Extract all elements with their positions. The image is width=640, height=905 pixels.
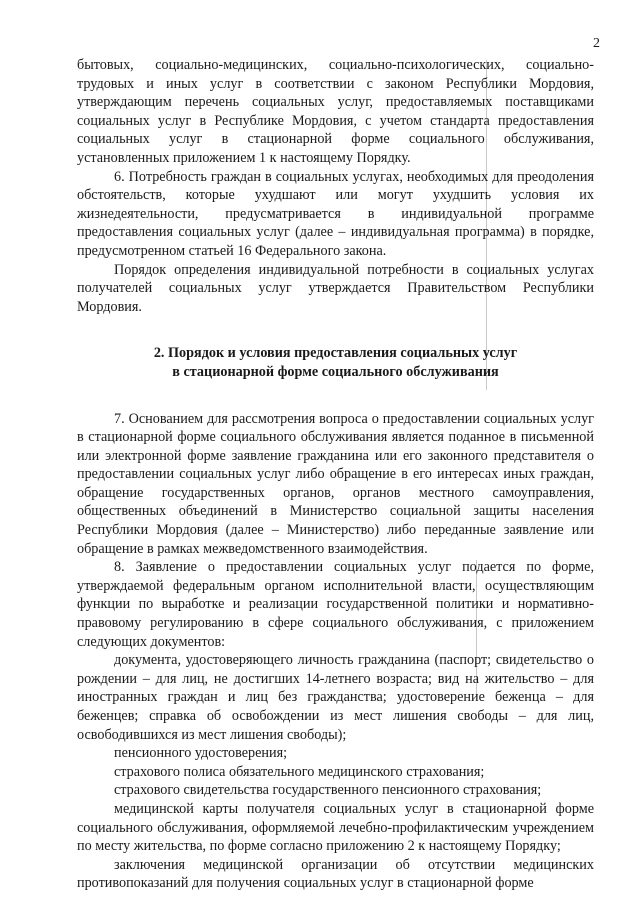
paragraph: 7. Основанием для рассмотрения вопроса о предоставлении социальных услуг в стационарной форме социального обслуживания является поданное в письменной или электронной форме заявление гражданина или его законного представителя о предоставлении социальных услуг либо обращение в его интересах иных граждан, обращение государственных органов, органов местного самоуправления, общественных объединений в Министерство социальной защиты населения Республики Мордовия (далее – Министерство) либо переданные заявление или обращение в рамках межведомственного взаимодействия. bbox=[77, 410, 594, 557]
list-item: медицинской карты получателя социальных услуг в стационарной форме социального обслуживания, оформляемой лечебно-профилактическим учреждением по месту жительства, по форме согласно приложению 2 к настоящему Порядку; bbox=[77, 800, 594, 855]
list-item: страхового полиса обязательного медицинского страхования; bbox=[114, 763, 485, 780]
list-item: пенсионного удостоверения; bbox=[114, 745, 288, 762]
section-heading-line-1: 2. Порядок и условия предоставления социальных услуг bbox=[153, 345, 518, 362]
list-item: документа, удостоверяющего личность гражданина (паспорт; свидетельство о рождении – для лиц, не достигших 14-летнего возраста; вид на жительство – для иностранных граждан и лиц без гражданства; удостоверение беженца – для беженцев; справка об освобождении из мест лишения свободы – для лиц, освободившихся из мест лишения свободы); bbox=[77, 652, 594, 743]
document-body bbox=[77, 56, 594, 893]
page-number: 2 bbox=[593, 36, 600, 51]
list-item: заключения медицинской организации об отсутствии медицинских противопоказаний для получения социальных услуг в стационарной форме bbox=[77, 856, 594, 892]
paragraph: бытовых, социально-медицинских, социально-психологических, социально-трудовых и иных услуг в соответствии с законом Республики Мордовия, утверждающим перечень социальных услуг, предоставляемых поставщиками социальных услуг в Республике Мордовия, с учетом стандарта предоставления социальных услуг в стационарной форме социального обслуживания, установленных приложением 1 к настоящему Порядку. bbox=[77, 57, 594, 166]
section-heading-line-2: в стационарной форме социального обслуживания bbox=[172, 363, 499, 380]
paragraph: 6. Потребность граждан в социальных услугах, необходимых для преодоления обстоятельств, которые ухудшают или могут ухудшить условия их жизнедеятельности, предусматривается в индивидуальной программе предоставления социальных услуг (далее – индивидуальная программа) в порядке, предусмотренном статьей 16 Федерального закона. bbox=[77, 168, 594, 259]
paragraph: 8. Заявление о предоставлении социальных услуг подается по форме, утверждаемой федеральным органом исполнительной власти, осуществляющим функции по выработке и реализации государственной политики и нормативно-правовому регулированию в сфере социального обслуживания, с приложением следующих документов: bbox=[77, 559, 594, 650]
list-item: страхового свидетельства государственного пенсионного страхования; bbox=[114, 782, 542, 799]
paragraph: Порядок определения индивидуальной потребности в социальных услугах получателей социальных услуг утверждается Правительством Республики Мордовия. bbox=[77, 261, 594, 315]
